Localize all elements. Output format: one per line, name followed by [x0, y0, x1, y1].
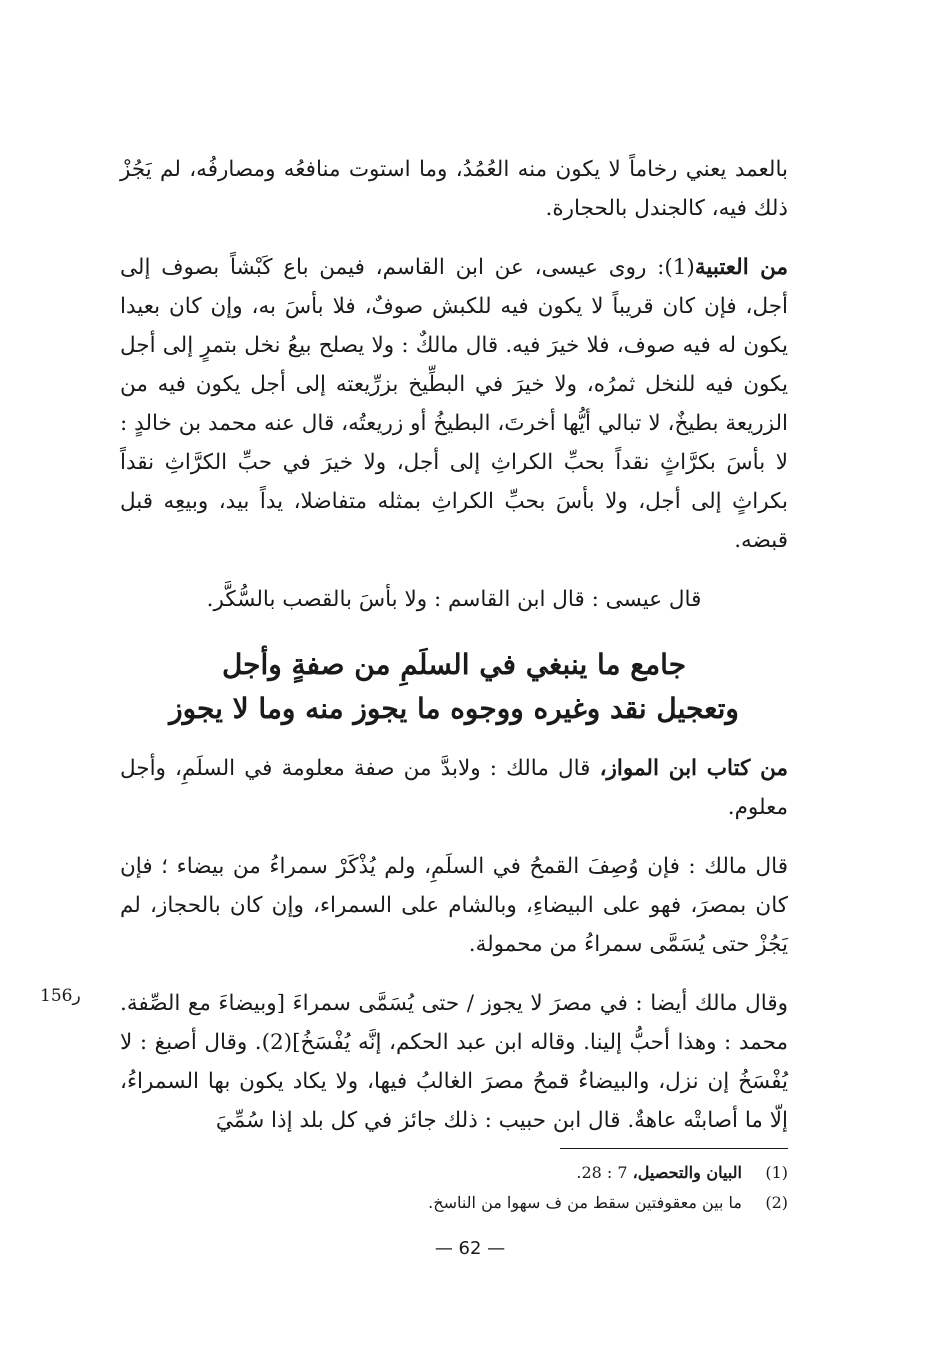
footnote-number: (1) [765, 1163, 788, 1182]
footnote-source: البيان والتحصيل، [632, 1163, 742, 1182]
footnote-number: (2) [765, 1193, 788, 1212]
paragraph-3 [120, 580, 788, 619]
paragraph-text: قال مالك : فإن وُصِفَ القمحُ في السلَمِ، ولم يُذْكَرْ سمراءُ من بيضاء ؛ فإن كان بمصرَ، فهو على البيضاءِ، وبالشام على السمراء، وإن كان بالحجاز، لم يَجُزْ حتى يُسَمَّى سمراءُ من محمولة. [120, 854, 788, 957]
paragraph-lead: من العتبية [694, 255, 788, 280]
paragraph-5 [120, 847, 788, 964]
footnotes [120, 1158, 788, 1218]
paragraph-1 [120, 150, 788, 228]
paragraph-2 [120, 248, 788, 560]
paragraph-6 [120, 984, 788, 1140]
paragraph-text: وقال مالك أيضا : في مصرَ لا يجوز / حتى يُسَمَّى سمراءَ [وبيضاءَ مع الصِّفة. محمد : وهذا أحبُّ إلينا. وقاله ابن عبد الحكم، إنَّه يُفْسَخُ](2). وقال أصبغ : لا يُفْسَخُ إن نزل، والبيضاءُ قمحُ مصرَ الغالبُ فيها، ولا يكاد يكون بها السمراءُ، إلّا ما أصابتْه عاهةٌ. قال ابن حبيب : ذلك جائز في كل بلد إذا سُمِّيَ [120, 991, 788, 1133]
paragraph-text: قال عيسى : قال ابن القاسم : ولا بأسَ بالقصب بالسُّكَّر. [206, 587, 702, 612]
footnote-2 [120, 1188, 788, 1218]
paragraph-4 [120, 749, 788, 827]
heading-line-2: وتعجيل نقد وغيره ووجوه ما يجوز منه وما لا يجوز [169, 692, 739, 725]
paragraph-lead: من كتاب ابن المواز، [599, 756, 788, 781]
margin-folio-note: 156ر [40, 986, 81, 1006]
footnote-1 [120, 1158, 788, 1188]
section-heading [120, 643, 788, 731]
heading-line-1: جامع ما ينبغي في السلَمِ من صفةٍ وأجل [221, 648, 687, 681]
footnote-divider [560, 1148, 788, 1149]
footnote-text: ما بين معقوفتين سقط من ف سهوا من الناسخ. [428, 1193, 742, 1212]
page-body [120, 150, 788, 1160]
footnote-text: 7 : 28. [576, 1163, 633, 1182]
paragraph-text: قال مالك : ولابدَّ من صفة معلومة في السلَمِ، وأجل معلوم. [120, 756, 788, 820]
paragraph-text: (1): روى عيسى، عن ابن القاسم، فيمن باع كَبْشاً بصوف إلى أجل، فإن كان قريباً لا يكون فيه للكبش صوفٌ، فلا بأسَ به، وإن كان بعيدا يكون له فيه صوف، فلا خيرَ فيه. قال مالكٌ : ولا يصلح بيعُ نخل بتمرٍ إلى أجل يكون فيه للنخل ثمرُه، ولا خيرَ في البطِّيخ بزرِّيعته إلى أجل يكون فيه من الزريعة بطيخٌ، لا تبالي أيُّها أخرتَ، البطيخُ أو زريعتُه، قال عنه محمد بن خالدٍ : لا بأسَ بكرَّاثٍ نقداً بحبِّ الكراثِ إلى أجل، ولا خيرَ في حبِّ الكرَّاثِ نقداً بكراثٍ إلى أجل، ولا بأسَ بحبِّ الكراثِ بمثله متفاضلا، يداً بيد، وبيعِه قبل قبضه. [120, 255, 788, 553]
paragraph-text: بالعمد يعني رخاماً لا يكون منه العُمُدُ، وما استوت منافعُه ومصارفُه، لم يَجُزْ ذلك فيه، كالجندل بالحجارة. [120, 157, 788, 221]
page-number: — 62 — [434, 1238, 506, 1259]
